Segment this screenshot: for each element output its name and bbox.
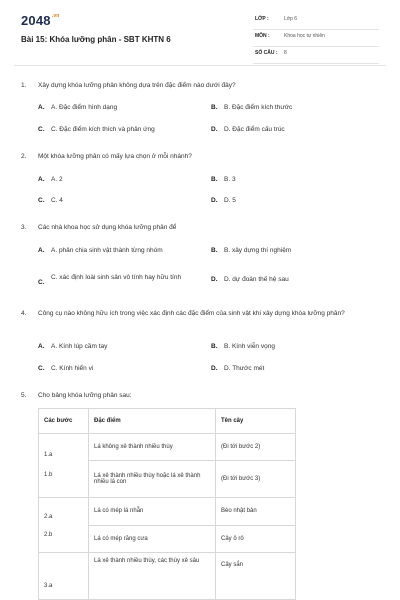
page-title: Bài 15: Khóa lưỡng phân - SBT KHTN 6 xyxy=(21,35,171,44)
option-text: A. phân chia sinh vật thành từng nhóm xyxy=(51,247,163,254)
option-text: D. Thước mét xyxy=(224,365,265,372)
option-letter: B. xyxy=(211,176,218,183)
step-cell xyxy=(39,434,89,498)
option-text: C. Đặc điểm kích thích và phản ứng xyxy=(51,126,155,133)
option-letter: B. xyxy=(211,343,218,350)
column-header: Tên cây xyxy=(216,409,296,434)
logo-text: 2048 xyxy=(21,13,51,28)
option-text: A. Kính lúp cầm tay xyxy=(51,343,108,350)
option-text: B. Kính viễn vọng xyxy=(224,343,275,350)
step-label: 1.a xyxy=(44,452,53,458)
question-number: 4. xyxy=(21,310,27,317)
info-value: 8 xyxy=(284,50,287,56)
info-value: Lớp 6 xyxy=(284,16,298,22)
step-label: 3.a xyxy=(44,583,53,589)
feature-cell: Lá xẻ thành nhiều thùy, các thùy xẻ sâu xyxy=(89,553,216,600)
option-text: A. Đặc điểm hình dạng xyxy=(51,104,118,111)
name-cell: (Đi tới bước 3) xyxy=(216,461,296,498)
option-letter: C. xyxy=(38,279,45,286)
option-letter: B. xyxy=(211,247,218,254)
question-text: Một khóa lưỡng phân có mấy lựa chọn ở mỗi nhánh? xyxy=(38,153,192,160)
step-label: 1.b xyxy=(44,472,53,478)
table-row xyxy=(39,553,296,600)
option-text: B. Đặc điểm kích thước xyxy=(224,104,293,111)
column-header: Các bước xyxy=(39,409,89,434)
option-text: D. Đặc điểm cấu trúc xyxy=(224,126,285,133)
option-letter: C. xyxy=(38,197,45,204)
feature-cell: Lá không xẻ thành nhiều thùy xyxy=(89,434,216,461)
column-header: Đặc điểm xyxy=(89,409,216,434)
option-letter: D. xyxy=(211,276,218,283)
option-letter: C. xyxy=(38,126,45,133)
question-text: Công cụ nào không hữu ích trong việc xác định các đặc điểm của sinh vật khi xây dựng khóa lưỡng phân? xyxy=(38,310,345,317)
table-row xyxy=(39,498,296,526)
option-letter: A. xyxy=(38,247,45,254)
info-row-count xyxy=(253,46,379,64)
table-header-row xyxy=(39,409,296,434)
feature-cell: Lá có mép lá nhẵn xyxy=(89,498,216,526)
option-letter: A. xyxy=(38,343,45,350)
option-text: D. dự đoán thế hệ sau xyxy=(224,276,289,283)
name-cell: (Đi tới bước 2) xyxy=(216,434,296,461)
info-row-subject xyxy=(253,29,379,47)
question-number: 3. xyxy=(21,224,27,231)
option-text: A. 2 xyxy=(51,176,63,183)
site-logo[interactable] xyxy=(21,13,60,28)
dichotomous-key-table xyxy=(38,408,296,600)
option-letter: C. xyxy=(38,365,45,372)
question-number: 2. xyxy=(21,153,27,160)
option-text: D. 5 xyxy=(224,197,236,204)
option-letter: D. xyxy=(211,126,218,133)
feature-cell: Lá có mép răng cưa xyxy=(89,525,216,553)
option-letter: B. xyxy=(211,104,218,111)
option-text: B. 3 xyxy=(224,176,236,183)
option-text: C. xác định loài sinh sản vô tính hay hữu tính xyxy=(51,274,182,281)
option-text: B. xây dựng thí nghiệm xyxy=(224,247,292,254)
info-value: Khoa học tự nhiên xyxy=(284,33,325,39)
name-cell: Cây ô rô xyxy=(216,525,296,553)
step-cell xyxy=(39,498,89,553)
step-label: 2.a xyxy=(44,514,53,520)
question-text: Cho bảng khóa lưỡng phân sau: xyxy=(38,392,132,399)
question-text: Xây dựng khóa lưỡng phân không dựa trên đặc điểm nào dưới đây? xyxy=(38,82,236,89)
step-cell xyxy=(39,553,89,600)
info-key: SỐ CÂU : xyxy=(255,50,278,56)
question-number: 1. xyxy=(21,82,27,89)
question-number: 5. xyxy=(21,392,27,399)
option-letter: D. xyxy=(211,197,218,204)
name-cell: Cây sắn xyxy=(216,553,296,600)
logo-suffix: .vn xyxy=(51,13,60,19)
question-text: Các nhà khoa học sử dụng khóa lưỡng phân để xyxy=(38,224,177,231)
name-cell: Bèo nhật bản xyxy=(216,498,296,526)
step-label: 2.b xyxy=(44,532,53,538)
option-letter: A. xyxy=(38,104,45,111)
table-row xyxy=(39,434,296,461)
feature-cell: Lá xẻ thành nhiều thùy hoặc lá xẻ thành nhiều lá con xyxy=(89,461,216,498)
option-text: C. Kính hiển vi xyxy=(51,365,94,372)
info-key: MÔN : xyxy=(255,33,270,39)
option-text: C. 4 xyxy=(51,197,63,204)
info-row-grade xyxy=(253,12,379,30)
info-key: LỚP : xyxy=(255,16,269,22)
option-letter: A. xyxy=(38,176,45,183)
header-divider xyxy=(14,65,386,66)
option-letter: D. xyxy=(211,365,218,372)
